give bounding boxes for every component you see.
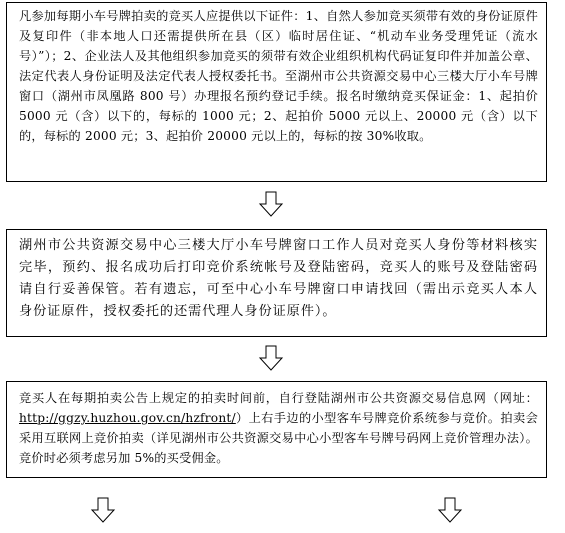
website-link[interactable]: http://ggzy.huzhou.gov.cn/hzfront/ [19, 411, 236, 425]
step-3-text-after: ）上右手边的小型客车号牌竞价系统参与竞价。拍卖会采用互联网上竞价拍卖（详见湖州市公共资源交易中心小型客车号牌号码网上竞价管理办法）。竞价时必须考虑另加 5%的买受佣金。 [19, 411, 538, 465]
down-arrow-icon [258, 345, 284, 371]
step-3-box [6, 381, 547, 478]
step-3-text-before: 竞买人在每期拍卖公告上规定的拍卖时间前，自行登陆湖州市公共资源交易信息网（网址： [19, 391, 538, 405]
down-arrow-icon [258, 191, 284, 217]
step-1-text: 凡参加每期小车号牌拍卖的竞买人应提供以下证件：1、自然人参加竞买须带有效的身份证原件及复印件（非本地人口还需提供所在县（区）临时居住证、“机动车业务受理凭证（流水号）”）；2、企业法人及其他组织参加竞买的须带有效企业组织机构代码证复印件并加盖公章、法定代表人身份证明及法定代表人授权委托书。至湖州市公共资源交易中心三楼大厅小车号牌窗口（湖州市凤凰路 800 号）办理报名预约登记手续。报名时缴纳竞买保证金：1、起拍价 5000 元（含）以下的，每标的 1000 元；2、起拍价 5000 元以上、20000 元（含）以下的，每标的 2000 元；3、起拍价 20000 元以上的，每标的按 30%收取。 [19, 9, 538, 143]
step-2-box [6, 229, 547, 337]
down-arrow-icon [437, 497, 463, 523]
step-1-box [6, 2, 547, 182]
step-2-text: 湖州市公共资源交易中心三楼大厅小车号牌窗口工作人员对竞买人身份等材料核实完毕，预约、报名成功后打印竞价系统帐号及登陆密码，竞买人的账号及登陆密码请自行妥善保管。若有遗忘，可至中心小车号牌窗口申请找回（需出示竞买人本人身份证原件，授权委托的还需代理人身份证原件）。 [19, 238, 538, 319]
down-arrow-icon [90, 497, 116, 523]
